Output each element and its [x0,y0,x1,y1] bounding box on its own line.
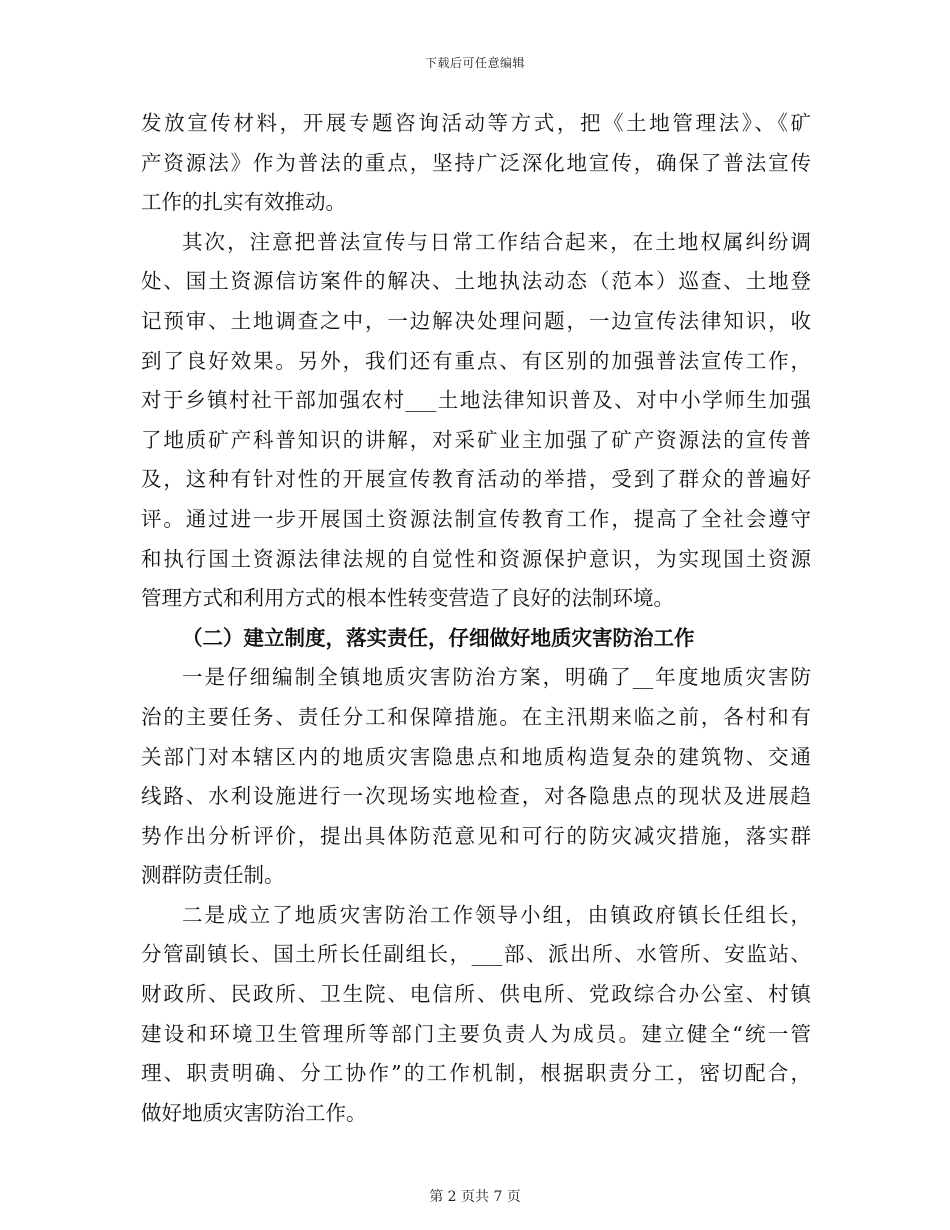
paragraph-line: 及，这种有针对性的开展宣传教育活动的举措，受到了群众的普遍好 [141,467,811,492]
section-heading: （二）建立制度，落实责任，仔细做好地质灾害防治工作 [182,625,695,650]
paragraph-line: 一是仔细编制全镇地质灾害防治方案，明确了__年度地质灾害防 [182,665,811,690]
page-footer: 第 2 页共 7 页 [429,1189,521,1205]
paragraph-line: 做好地质灾害防治工作。 [141,1100,367,1125]
paragraph-line: 产资源法》作为普法的重点，坚持广泛深化地宣传，确保了普法宣传 [141,150,811,175]
paragraph-line: 分管副镇长、国土所长任副组长，___部、派出所、水管所、安监站、 [141,942,811,967]
document-body [141,104,811,1133]
paragraph-line: 二是成立了地质灾害防治工作领导小组，由镇政府镇长任组长， [182,902,811,927]
paragraph-line: 财政所、民政所、卫生院、电信所、供电所、党政综合办公室、村镇 [141,982,811,1007]
paragraph-line: 处、国土资源信访案件的解决、土地执法动态（范本）巡查、土地登 [141,269,811,294]
paragraph-line: 建设和环境卫生管理所等部门主要负责人为成员。建立健全“统一管 [141,1021,811,1046]
paragraph-4 [141,896,811,1134]
paragraph-line: 线路、水利设施进行一次现场实地检查，对各隐患点的现状及进展趋 [141,784,811,809]
paragraph-line: 工作的扎实有效推动。 [141,190,346,215]
paragraph-line: 其次，注意把普法宣传与日常工作结合起来，在土地权属纠纷调 [182,229,811,254]
paragraph-line: 了地质矿产科普知识的讲解，对采矿业主加强了矿产资源法的宣传普 [141,427,811,452]
paragraph-line: 和执行国土资源法律法规的自觉性和资源保护意识，为实现国土资源 [141,546,811,571]
paragraph-2 [141,223,811,619]
paragraph-3 [141,658,811,896]
paragraph-line: 理、职责明确、分工协作”的工作机制，根据职责分工，密切配合， [141,1061,811,1086]
paragraph-line: 关部门对本辖区内的地质灾害隐患点和地质构造复杂的建筑物、交通 [141,744,811,769]
paragraph-line: 测群防责任制。 [141,863,285,888]
paragraph-line: 发放宣传材料，开展专题咨询活动等方式，把《土地管理法》、《矿 [141,111,811,135]
paragraph-line: 评。通过进一步开展国土资源法制宣传教育工作，提高了全社会遵守 [141,506,811,531]
paragraph-line: 势作出分析评价，提出具体防范意见和可行的防灾减灾措施，落实群 [141,823,811,848]
page-header: 下载后可任意编辑 [424,56,525,70]
paragraph-line: 管理方式和利用方式的根本性转变营造了良好的法制环境。 [141,586,674,611]
paragraph-1 [141,104,811,223]
paragraph-line: 记预审、土地调查之中，一边解决处理问题，一边宣传法律知识，收 [141,308,811,333]
paragraph-line: 对于乡镇村社干部加强农村___土地法律知识普及、对中小学师生加强 [141,388,811,413]
paragraph-line: 治的主要任务、责任分工和保障措施。在主汛期来临之前，各村和有 [141,704,811,729]
paragraph-line: 到了良好效果。另外，我们还有重点、有区别的加强普法宣传工作， [141,348,811,373]
